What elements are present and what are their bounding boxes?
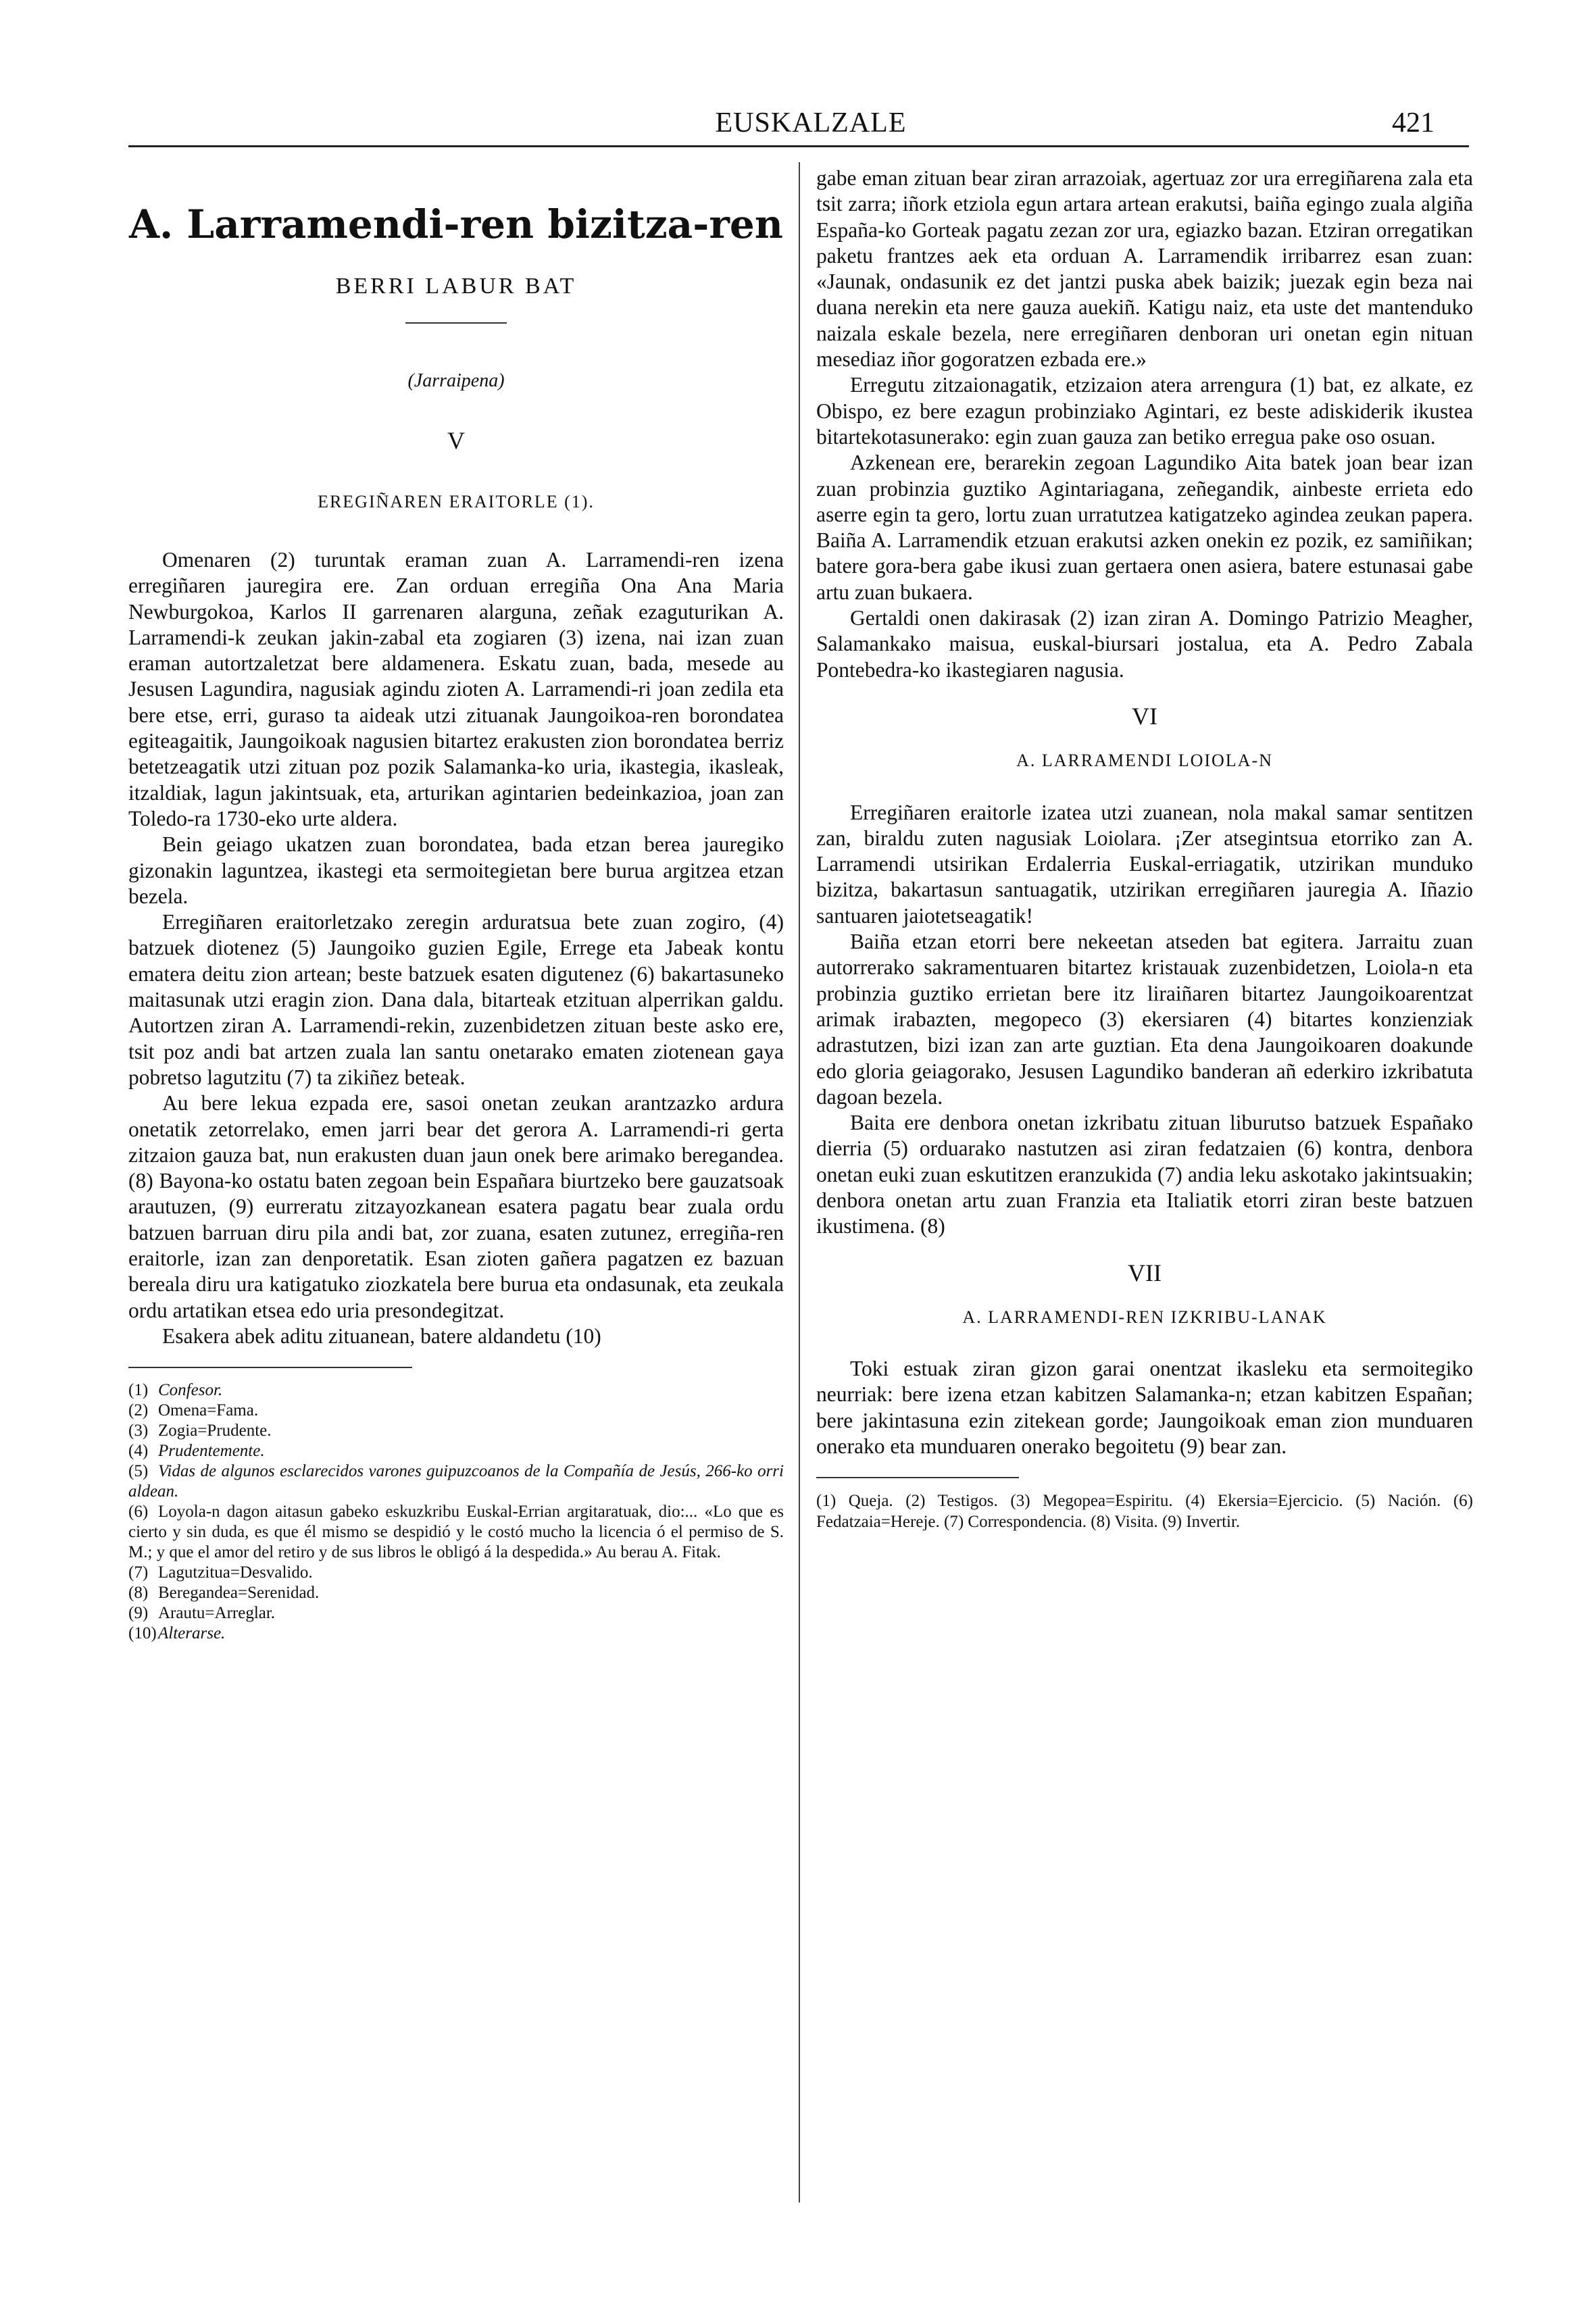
- paragraph: gabe eman zituan bear ziran arrazoiak, agertuaz zor ura erregiñarena zala eta tsit zarra; iñork etziola egun artara artean erakutsi, baiña egingo zuala algiña España-ko Gorteak pagatu zezan zor ura, egiazko bazan. Etziran orregatikan paketu frantzes aek eta orduan A. Larramendik irribarrez esan zuan: «Jaunak, ondasunik ez det jantzi puska abek baizik; juezak egin beza nai duana nerekin eta nere gauza auekiñ. Katigu naiz, eta uste det mantenduko naizala eskale bezela, nere erregiñaren denboran uri onetan egin nituan mesediaz iñor gogoratzen ezbada ere.»: [816, 166, 1473, 372]
- section-number: V: [447, 427, 465, 455]
- footnotes: (1) Queja. (2) Testigos. (3) Megopea=Espiritu. (4) Ekersia=Ejercicio. (5) Nación. (6) Fedatzaia=Hereje. (7) Correspondencia. (8) Visita. (9) Invertir.: [816, 1492, 1473, 1532]
- footnote: (6) Loyola-n dagon aitasun gabeko eskuzkribu Euskal-Errian argitaratuak, dio:... «Lo que es cierto y sin duda, es que él mismo se despidió y le costó mucho la licencia ó el permiso de S. M.; y que el amor del retiro y de sus libros le obligó á la despedida.» Au berau A. Fitak.: [128, 1503, 784, 1562]
- paragraph: Erregiñaren eraitorletzako zeregin arduratsua bete zuan zogiro, (4) batzuek diotenez (5) Jaungoiko guzien Egile, Errege eta Jabeak kontu ematera deitu zion artean; beste batzuek esaten digutenez (6) bakartasuneko maitasunak utzi eragin zion. Dana dala, bitarteak etzituan alperrikan galdu. Autortzen ziran A. Larramendi-rekin, zuzenbidetzen zituan beste asko ere, tsit poz andi bat artzen zuala lan santu onetarako ematen ziotenean gaya pobretso lagutzitu (7) ta zikiñez beteak.: [128, 910, 784, 1089]
- paragraph: Erregutu zitzaionagatik, etzizaion atera arrengura (1) bat, ez alkate, ez Obispo, ez bere ezagun probinziako Agintari, ez beste adiskiderik ikustea bitartekotasunerako: egin zuan gauza zan betiko erregua pake oso osuan.: [816, 373, 1473, 449]
- left-column: [128, 166, 784, 1644]
- paragraph: Gertaldi onen dakirasak (2) izan ziran A. Domingo Patrizio Meagher, Salamankako maisua, euskal-biursari jostalua, eta A. Pedro Zabala Pontebedra-ko ikastegiaren nagusia.: [816, 606, 1473, 682]
- footnote: (8) Beregandea=Serenidad.: [128, 1584, 320, 1603]
- section-title: A. LARRAMENDI LOIOLA-N: [1016, 751, 1273, 771]
- continued-label: (Jarraipena): [407, 370, 505, 392]
- paragraph: Esakera abek aditu zituanean, batere aldandetu (10): [162, 1324, 601, 1348]
- paragraph: Erregiñaren eraitorle izatea utzi zuanean, nola makal samar sentitzen zan, biraldu zuten nagusiak Loiolara. ¡Zer atsegintsua etorriko zan A. Larramendi utsirikan Erdalerria Euskal-erriagatik, utzirikan munduko bizitza, bakartasun santuagatik, utzirikan erregiñaren jauregia A. Iñazio santuaren jaiotetseagatik!: [816, 800, 1473, 928]
- footnote: (10)Alterarse.: [128, 1624, 226, 1643]
- paragraph: Au bere lekua ezpada ere, sasoi onetan zeukan arantzazko ardura onetatik zetorrelako, emen jarri bear det gerora A. Larramendi-ri gerta zitzaion gauza bat, nun erakusten duan jaun onek bere arimako beregandea. (8) Bayona-ko ostatu baten zegoan bein Españara biurtzeko bere gauzatsoak arautuzen, (9) eurreratu zitzayozkanean esatera pagatu bear zuala ordu batzuen barruan diru pila andi bat, zor zuana, esaten zutunez, erregiña-ren eraitorle, izan zan denporetatik. Esan zioten gañera pagatzen ez bazuan bereala diru ura katigatuko ziozkatela bere burua eta ondasunak, eta zeukala ordu artatikan etsea edo uria presondegitzat.: [128, 1091, 784, 1322]
- title-rule: [405, 322, 507, 324]
- paragraph: Omenaren (2) turuntak eraman zuan A. Larramendi-ren izena erregiñaren jauregira ere. Zan orduan erregiña Ona Ana Maria Newburgokoa, Karlos II garrenaren alarguna, zeñak ezaguturikan A. Larramendi-k zeukan jakin-zabal eta zogiaren (3) izena, nai izan zuan eraman autortzaletzat bere aldamenera. Eskatu zuan, bada, mesede au Jesusen Lagundira, nagusiak agindu zioten A. Larramendi-ri joan zedila eta bere etse, erri, guraso ta aideak utzi zituanak Jaungoikoa-ren borondatea egiteagaitik, Jaungoikoak nagusien bitartez erakusten zion borondatea berriz betetzeagatik utzi zituan poz pozik Salamanka-ko uria, ikastegia, ikasleak, itzaldiak, lagun jakintsuak, eta, arturikan agintarien bedeinkazioa, joan zan Toledo-ra 1730-eko urte aldera.: [128, 547, 784, 830]
- footnote: (5) Vidas de algunos esclarecidos varones guipuzcoanos de la Compañía de Jesús, 266-ko orri aldean.: [128, 1462, 784, 1501]
- page-number: 421: [1392, 107, 1435, 139]
- paragraph: Baita ere denbora onetan izkribatu zituan liburutso batzuek Españako dierria (5) orduarako nastutzen asi ziran fedatzaien (6) kontra, denbora onetan euki zuan eskutitzen eranzukida (7) andia leku askotako jakintsuakin; denbora onetan artu zuan Franzia eta Italiatik etorri ziran beste batzuen ikustimena. (8): [816, 1111, 1473, 1238]
- running-head: EUSKALZALE: [715, 107, 907, 139]
- column-divider: [799, 162, 800, 2203]
- paragraph: Toki estuak ziran gizon garai onentzat ikasleku eta sermoitegiko neurriak: bere izena etzan kabitzen Salamanka-n; etzan kabitzen Españan; bere jakintasuna ezin zitekean gorde; Jaungoikoak eman zion munduaren onerako eta munduaren onerako begoitetu (9) bear zan.: [816, 1357, 1473, 1459]
- right-column: [816, 166, 1473, 1532]
- footnote-rule: [128, 1367, 412, 1368]
- section-title: A. LARRAMENDI-REN IZKRIBU-LANAK: [962, 1307, 1327, 1327]
- footnote: (1) Confesor.: [128, 1381, 223, 1400]
- paragraph: Baiña etzan etorri bere nekeetan atseden bat egitera. Jarraitu zuan autorrerako sakramentuaren bitartez kristauak zuzenbidetzen, Loiola-n eta probinzia guztiko errietan bere itz liraiñaren bitartez Jaungoikoarentzat arimak irabazten, megopeco (3) ekersiaren (4) bitartes konzienziak adrastutzen, bizi izan zan arte guztian. Eta dena Jaungoikoaren doakunde edo gloria geiagorako, Jesusen Lagundiko banderan añ ederkiro izkribatuta dagoan bezela.: [816, 930, 1473, 1109]
- footnotes: [128, 1380, 784, 1644]
- footnote: (7) Lagutzitua=Desvalido.: [128, 1563, 313, 1582]
- footnote: (2) Omena=Fama.: [128, 1401, 259, 1420]
- paragraph: Bein geiago ukatzen zuan borondatea, bada etzan berea jauregiko gizonakin laguntzea, ikastegi eta sermoitegietan bere burua argitzea etzan bezela.: [128, 832, 784, 908]
- article-title: A. Larramendi-ren bizitza-ren: [129, 201, 783, 247]
- footnote: (4) Prudentemente.: [128, 1442, 265, 1461]
- section-title: EREGIÑAREN ERAITORLE (1).: [318, 491, 595, 511]
- footnote: (3) Zogia=Prudente.: [128, 1422, 272, 1440]
- paragraph: Azkenean ere, berarekin zegoan Lagundiko Aita batek joan bear izan zuan probinzia guztiko Agintariagana, zeñegandik, ainbeste errieta edo aserre egin ta gero, lortu zuan urratutzea katigatzeko agindea zeukan papera. Baiña A. Larramendik etzuan erakutsi azken onekin ez pozik, ez samiñikan; batere gora-bera gabe ikusi zuan gertaera onen asiera, batere estunasai gabe artu zuan bukaera.: [816, 451, 1473, 604]
- section-number: VI: [1132, 702, 1157, 730]
- footnote-rule: [816, 1477, 1019, 1478]
- section-number: VII: [1128, 1259, 1162, 1286]
- article-subtitle: BERRI LABUR BAT: [335, 273, 577, 299]
- footnote: (9) Arautu=Arreglar.: [128, 1604, 276, 1623]
- header-rule: [128, 145, 1469, 147]
